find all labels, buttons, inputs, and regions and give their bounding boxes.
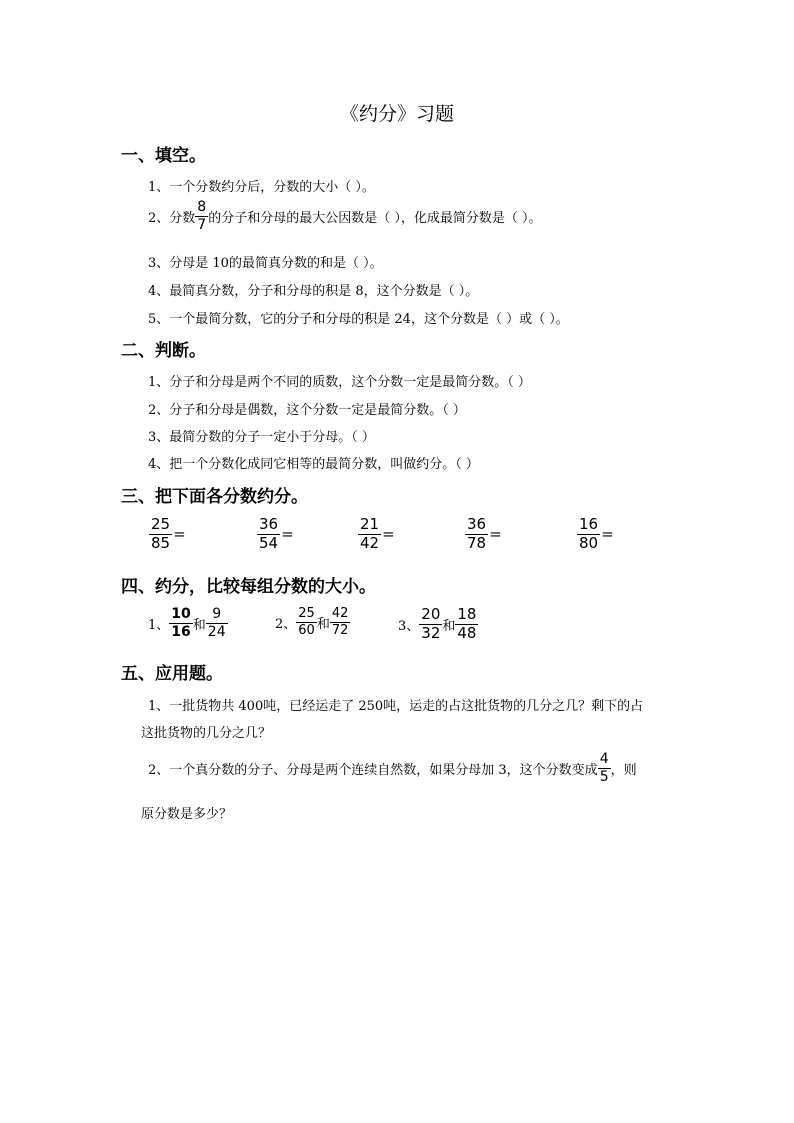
fill-blank-question-5: 5、一个最简分数，它的分子和分母的积是 24，这个分数是（ ）或（ ）。: [148, 312, 569, 327]
fraction-numerator: 42: [331, 606, 349, 621]
question-text: 的分子和分母的最大公因数是（ ），化成最简分数是（ ）。: [208, 210, 542, 226]
and-word: 和: [442, 618, 456, 634]
fraction-denominator: 48: [457, 623, 477, 642]
page-title: 《约分》习题: [339, 103, 454, 125]
equals-sign: =: [382, 525, 395, 544]
fraction: [195, 200, 208, 232]
fraction: [577, 517, 600, 552]
fraction-numerator: 16: [579, 515, 599, 533]
fraction-numerator: 25: [151, 515, 171, 533]
fraction-denominator: 42: [360, 533, 380, 552]
fill-blank-question-4: 4、最简真分数，分子和分母的积是 8，这个分数是（ ）。: [148, 284, 479, 299]
word-problem-2-line-1: [148, 752, 637, 784]
fraction-numerator: 10: [171, 606, 191, 622]
reduce-fraction-item: [465, 517, 502, 552]
fraction: [206, 607, 228, 639]
compare-group-2: [275, 607, 350, 637]
fraction-numerator: 18: [457, 605, 477, 623]
fraction-denominator: 78: [467, 533, 487, 552]
word-problem-1-line-1: 1、一批货物共 400吨，已经运走了 250吨，运走的占这批货物的几分之几？剩下的占: [148, 699, 644, 714]
fraction-denominator: 80: [579, 533, 599, 552]
fraction: [257, 517, 280, 552]
fraction-numerator: 36: [467, 515, 487, 533]
reduce-fraction-item: [358, 517, 395, 552]
fraction: [330, 607, 351, 637]
judgement-question-1: 1、分子和分母是两个不同的质数，这个分数一定是最简分数。（ ）: [148, 375, 531, 390]
equals-sign: =: [173, 525, 186, 544]
section-4-heading: 四、约分，比较每组分数的大小。: [121, 577, 376, 597]
judgement-question-4: 4、把一个分数化成同它相等的最简分数，叫做约分。（ ）: [148, 457, 479, 472]
compare-group-3: [398, 607, 478, 642]
judgement-question-2: 2、分子和分母是偶数，这个分数一定是最简分数。（ ）: [148, 403, 466, 418]
fill-blank-question-2: [148, 200, 541, 232]
fraction-denominator: 24: [207, 623, 226, 640]
fraction-numerator: 9: [212, 606, 222, 622]
fraction: [358, 517, 381, 552]
and-word: 和: [316, 616, 330, 632]
fraction-numerator: 36: [259, 515, 279, 533]
group-label: 2、: [275, 616, 297, 632]
fraction-denominator: 85: [151, 533, 171, 552]
compare-group-1: [148, 607, 228, 639]
fraction-denominator: 7: [197, 216, 207, 233]
reduce-fraction-item: [577, 517, 614, 552]
fraction: [296, 607, 317, 637]
and-word: 和: [192, 617, 206, 633]
fraction-numerator: 25: [298, 606, 315, 621]
equals-sign: =: [489, 525, 502, 544]
fraction-numerator: 4: [599, 751, 609, 767]
fraction-denominator: 16: [171, 623, 191, 640]
fraction-denominator: 60: [298, 622, 315, 638]
fraction: [598, 752, 611, 784]
fill-blank-question-3: 3、分母是 10的最简真分数的和是（ ）。: [148, 256, 383, 271]
group-label: 3、: [398, 618, 420, 634]
fraction-denominator: 5: [599, 768, 609, 785]
word-problem-1-line-2: 这批货物的几分之几？: [141, 726, 272, 741]
question-text: 2、一个真分数的分子、分母是两个连续自然数，如果分母加 3，这个分数变成: [148, 762, 598, 778]
section-2-heading: 二、判断。: [121, 341, 206, 361]
fraction: [455, 607, 478, 642]
judgement-question-3: 3、最简分数的分子一定小于分母。（ ）: [148, 430, 375, 445]
fraction: [419, 607, 442, 642]
equals-sign: =: [601, 525, 614, 544]
section-1-heading: 一、填空。: [121, 146, 206, 166]
fraction-numerator: 8: [197, 199, 207, 215]
group-label: 1、: [148, 617, 170, 633]
section-5-heading: 五、应用题。: [121, 664, 223, 684]
word-problem-2-line-2: 原分数是多少？: [141, 807, 233, 822]
fraction-denominator: 32: [421, 623, 441, 642]
reduce-fraction-item: [149, 517, 186, 552]
fill-blank-question-1: 1、一个分数约分后，分数的大小（ ）。: [148, 180, 375, 195]
fraction-numerator: 21: [360, 515, 380, 533]
fraction-denominator: 72: [331, 622, 349, 638]
reduce-fraction-item: [257, 517, 294, 552]
section-3-heading: 三、把下面各分数约分。: [121, 487, 308, 507]
fraction: [465, 517, 488, 552]
fraction: [169, 607, 192, 639]
question-text: ，则: [610, 762, 637, 778]
fraction-denominator: 54: [259, 533, 279, 552]
question-text: 2、分数: [148, 210, 196, 226]
fraction-numerator: 20: [421, 605, 441, 623]
equals-sign: =: [281, 525, 294, 544]
fraction: [149, 517, 172, 552]
